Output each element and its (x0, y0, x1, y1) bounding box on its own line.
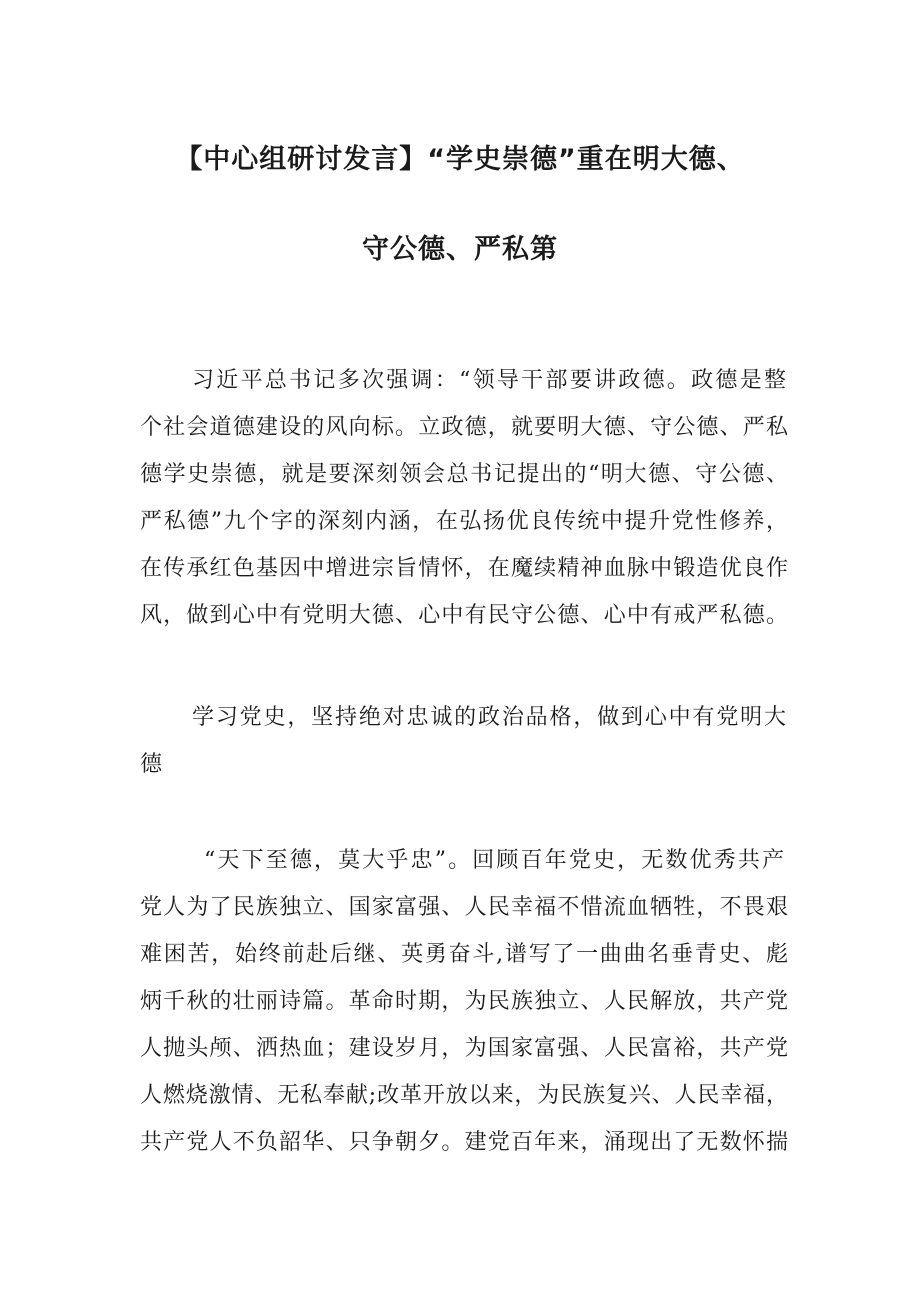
paragraph-2-line-5: 人抛头颅、洒热血；建设岁月，为国家富强、人民富裕，共产党 (140, 1036, 788, 1061)
paragraph-1-line-5: 在传承红色基因中增进宗旨情怀，在魔续精神血脉中锻造优良作 (140, 556, 788, 581)
paragraph-1-line-4: 严私德”九个字的深刻内涵，在弘扬优良传统中提升党性修养， (140, 509, 788, 534)
section-heading-line-1: 学习党史，坚持绝对忠诚的政治品格，做到心中有党明大 (192, 705, 786, 730)
paragraph-1-line-1: 习近平总书记多次强调：“领导干部要讲政德。政德是整 (192, 368, 786, 393)
document-title-line-1: 【中心组研讨发言】“学史崇德”重在明大德、 (175, 144, 745, 175)
section-heading-line-2: 德 (140, 752, 163, 777)
paragraph-2-line-4: 炳千秋的壮丽诗篇。革命时期，为民族独立、人民解放，共产党 (140, 989, 788, 1014)
paragraph-2-line-7: 共产党人不负韶华、只争朝夕。建党百年来，涌现出了无数怀揣 (140, 1130, 788, 1155)
paragraph-2-line-3: 难困苦，始终前赴后继、英勇奋斗,谱写了一曲曲名垂青史、彪 (140, 942, 788, 967)
paragraph-1-line-3: 德学史崇德，就是要深刻领会总书记提出的“明大德、守公德、 (140, 462, 788, 487)
paragraph-1-line-6: 风，做到心中有党明大德、心中有民守公德、心中有戒严私德。 (140, 603, 788, 628)
document-title-line-2: 守公德、严私第 (362, 234, 558, 265)
paragraph-2-line-2: 党人为了民族独立、国家富强、人民幸福不惜流血牺牲，不畏艰 (140, 895, 788, 920)
paragraph-2-line-1: “天下至德，莫大乎忠”。回顾百年党史，无数优秀共产 (204, 848, 784, 873)
paragraph-2-line-6: 人燃烧激情、无私奉献;改革开放以来，为民族复兴、人民幸福， (140, 1083, 788, 1108)
paragraph-1-line-2: 个社会道德建设的风向标。立政德，就要明大德、守公德、严私 (140, 415, 788, 440)
